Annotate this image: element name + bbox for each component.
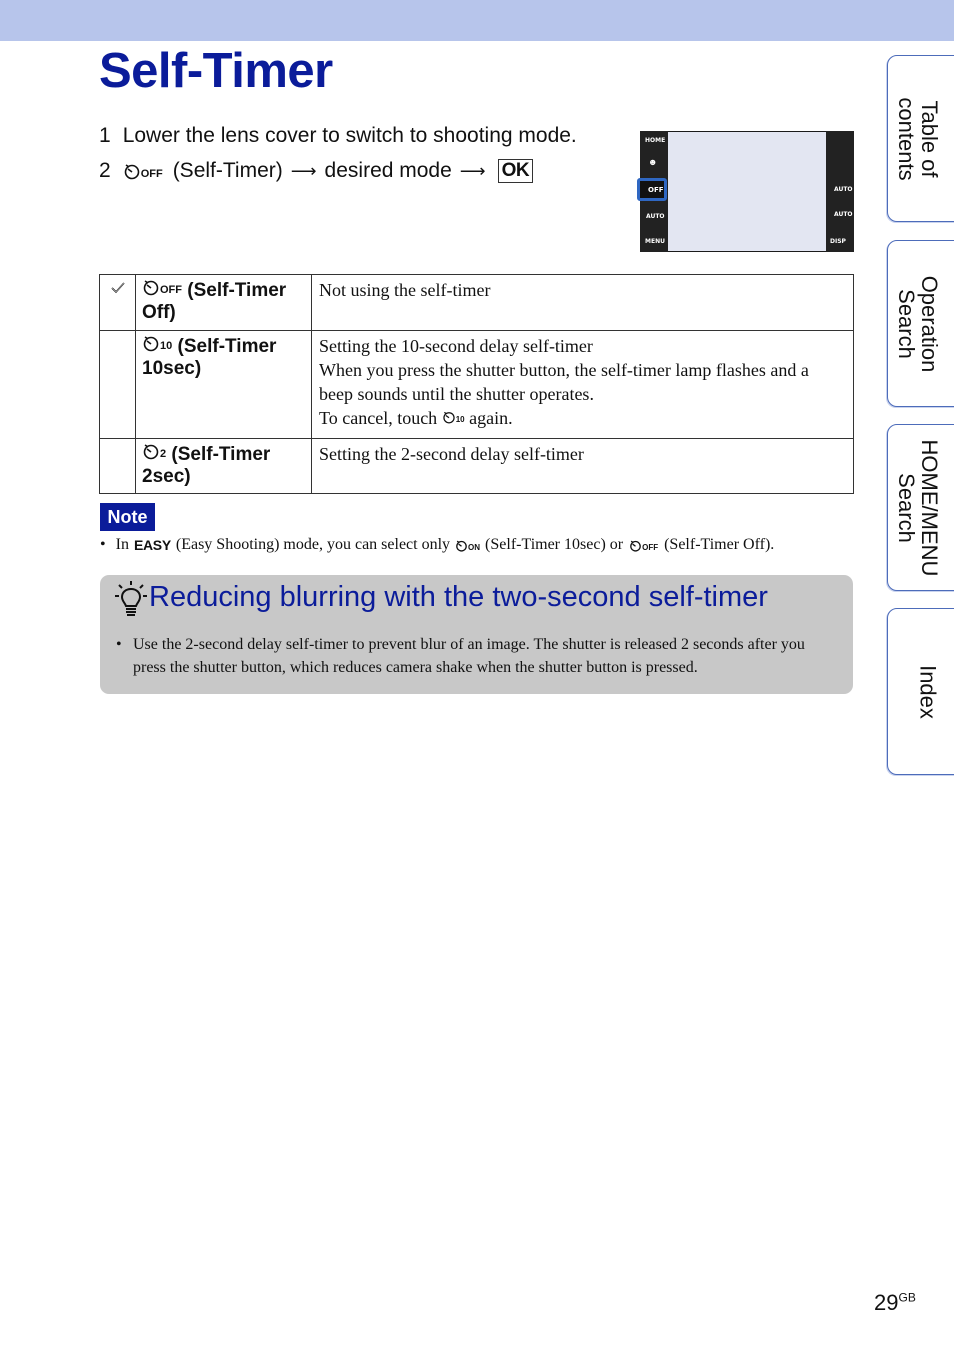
description-cell xyxy=(312,439,854,494)
self-timer-off-icon xyxy=(629,539,658,552)
self-timer-mode-table xyxy=(99,274,854,494)
tip-text: Use the 2-second delay self-timer to prevent blur of an image. The shutter is released 2 seconds after you press the shutter button, which reduces camera shake when the shutter button is pressed. xyxy=(133,636,805,676)
note-badge: Note xyxy=(100,503,155,531)
page-number-value: 29 xyxy=(874,1290,899,1315)
tab-home-menu-search[interactable] xyxy=(887,424,954,591)
tab-label: Index xyxy=(915,664,941,719)
icon-sub: 2 xyxy=(160,448,167,460)
description-cell xyxy=(312,275,854,331)
selected-sub: OFF xyxy=(648,186,664,194)
mode-name: (Self-Timer 2sec) xyxy=(142,444,271,487)
ok-button: OK xyxy=(498,159,534,183)
camera-left-panel xyxy=(640,131,668,252)
easy-mode-icon: EASY xyxy=(133,537,171,553)
note-part: (Easy Shooting) mode, you can select only xyxy=(175,536,451,553)
tab-label: HOME/MENU Search xyxy=(894,439,942,576)
table-row xyxy=(100,275,854,331)
self-timer-10-icon xyxy=(142,334,172,352)
step-label: (Self-Timer) xyxy=(172,159,283,182)
description-line: Setting the 2-second delay self-timer xyxy=(319,444,584,464)
top-banner xyxy=(0,0,954,41)
step-number: 2 xyxy=(99,159,111,182)
page-suffix: GB xyxy=(898,1290,916,1305)
note-text xyxy=(100,534,774,556)
page-number xyxy=(874,1290,916,1316)
mode-name: (Self-Timer Off) xyxy=(142,280,287,323)
step-2 xyxy=(99,159,533,183)
icon-sub: OFF xyxy=(642,542,659,552)
arrow-right-icon: ⟶ xyxy=(290,160,317,181)
camera-menu-label: MENU xyxy=(645,238,665,245)
description-line: When you press the shutter button, the self-timer lamp flashes and a beep sounds until the shutter operates. xyxy=(319,360,809,404)
icon-sub: ON xyxy=(468,542,481,552)
icon-sub: OFF xyxy=(140,168,163,180)
description-line: Setting the 10-second delay self-timer xyxy=(319,336,593,356)
tab-operation-search[interactable] xyxy=(887,240,954,407)
self-timer-off-icon xyxy=(123,162,163,180)
description-line xyxy=(319,406,846,430)
step-text: Lower the lens cover to switch to shooting mode. xyxy=(122,124,577,147)
icon-sub: OFF xyxy=(160,284,182,296)
selected-self-timer-icon xyxy=(637,178,667,201)
table-row xyxy=(100,331,854,439)
mode-name: (Self-Timer 10sec) xyxy=(142,336,277,379)
scene-auto-label: AUTO xyxy=(646,213,665,220)
description-line: Not using the self-timer xyxy=(319,280,491,300)
default-check-cell xyxy=(100,439,136,494)
arrow-right-icon: ⟶ xyxy=(459,160,486,181)
self-timer-2-icon xyxy=(142,442,166,460)
mode-cell xyxy=(136,439,312,494)
bullet: • xyxy=(100,536,106,553)
camera-right-panel xyxy=(826,131,854,252)
camera-screen-illustration xyxy=(640,131,854,252)
tip-box xyxy=(100,575,853,694)
self-timer-off-icon xyxy=(142,278,182,296)
tab-label: Table of contents xyxy=(894,96,942,181)
self-timer-10-icon xyxy=(442,410,465,424)
self-timer-on-icon xyxy=(455,539,480,552)
lightbulb-icon xyxy=(114,580,148,620)
tab-table-of-contents[interactable] xyxy=(887,55,954,222)
camera-home-label: HOME xyxy=(645,137,666,144)
camera-viewfinder xyxy=(668,132,826,251)
note-in: In xyxy=(115,536,129,553)
mode-cell xyxy=(136,331,312,439)
checkmark-icon xyxy=(110,281,126,295)
tab-label: Operation Search xyxy=(894,275,942,372)
tip-body xyxy=(116,633,836,679)
smile-icon: ☻ xyxy=(648,157,658,167)
note-part: (Self-Timer Off). xyxy=(664,536,775,553)
note-part: (Self-Timer 10sec) or xyxy=(485,536,624,553)
step-number: 1 xyxy=(99,124,111,147)
cancel-text: again. xyxy=(469,408,513,428)
bullet: • xyxy=(116,636,122,653)
step-1 xyxy=(99,124,577,148)
default-check-cell xyxy=(100,331,136,439)
flash-auto-label: AUTO xyxy=(834,186,853,193)
icon-sub: 10 xyxy=(455,415,465,424)
description-cell xyxy=(312,331,854,439)
tip-title: Reducing blurring with the two-second self-timer xyxy=(149,581,768,613)
macro-auto-label: AUTO xyxy=(834,211,853,218)
table-row xyxy=(100,439,854,494)
cancel-text: To cancel, touch xyxy=(319,408,438,428)
page-title: Self-Timer xyxy=(99,44,333,98)
tab-index[interactable] xyxy=(887,608,954,775)
camera-disp-label: DISP xyxy=(830,238,846,245)
mode-cell xyxy=(136,275,312,331)
step-middle: desired mode xyxy=(324,159,452,182)
icon-sub: 10 xyxy=(160,340,173,352)
default-check-cell xyxy=(100,275,136,331)
